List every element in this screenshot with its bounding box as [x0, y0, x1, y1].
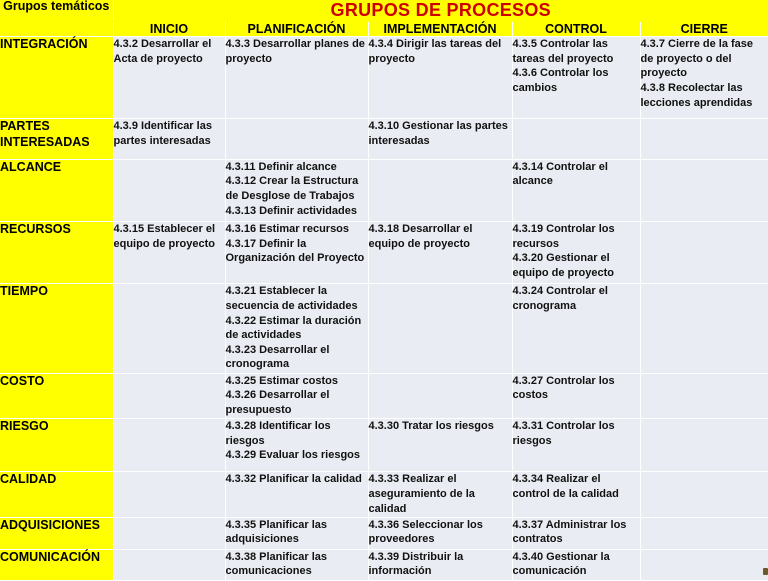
process-item: 4.3.18 Desarrollar el equipo de proyecto [368, 223, 473, 250]
process-cell-control-6 [512, 373, 640, 418]
process-cell-planificacion-1 [225, 37, 368, 119]
process-item: 4.3.24 Controlar el cronograma [512, 285, 608, 312]
process-item: 4.3.13 Definir actividades [225, 204, 357, 217]
process-item: 4.3.3 Desarrollar planes de proyecto [225, 38, 365, 65]
process-item: 4.3.19 Controlar los recursos [512, 223, 615, 250]
process-cell-cierre-5 [640, 284, 768, 373]
theme-label-7: RIESGO [0, 419, 113, 472]
process-cell-planificacion-5 [225, 284, 368, 373]
column-header-implementacion: IMPLEMENTACIÓN [368, 22, 512, 37]
process-cell-inicio-6 [113, 373, 225, 418]
process-cell-planificacion-2 [225, 119, 368, 159]
process-item: 4.3.6 Controlar los cambios [512, 67, 609, 94]
matrix-header [0, 0, 768, 37]
process-cell-implementacion-7 [368, 419, 512, 472]
theme-label-1: INTEGRACIÓN [0, 37, 113, 119]
process-item: 4.3.33 Realizar el aseguramiento de la calidad [368, 473, 475, 515]
process-cell-control-5 [512, 284, 640, 373]
process-cell-cierre-4 [640, 222, 768, 284]
process-cell-inicio-8 [113, 472, 225, 517]
process-cell-implementacion-9 [368, 517, 512, 549]
matrix-row [0, 472, 768, 517]
process-item: 4.3.27 Controlar los costos [512, 374, 615, 402]
process-cell-control-4 [512, 222, 640, 284]
theme-label-8: CALIDAD [0, 472, 113, 517]
process-item: 4.3.22 Estimar la duración de actividades [225, 314, 362, 342]
process-item: 4.3.31 Controlar los riesgos [512, 420, 615, 447]
process-cell-control-2 [512, 119, 640, 159]
process-item: 4.3.15 Establecer el equipo de proyecto [113, 223, 216, 250]
theme-label-6: COSTO [0, 373, 113, 418]
process-item: 4.3.34 Realizar el control de la calidad [512, 473, 619, 500]
process-item: 4.3.12 Crear la Estructura de Desglose de Trabajos [225, 175, 359, 202]
process-cell-planificacion-7 [225, 419, 368, 472]
process-cell-inicio-2 [113, 119, 225, 159]
process-cell-planificacion-8 [225, 472, 368, 517]
process-item: 4.3.28 Identificar los riesgos [225, 420, 331, 447]
column-header-row [0, 22, 768, 37]
process-cell-control-7 [512, 419, 640, 472]
process-cell-inicio-4 [113, 222, 225, 284]
process-item: 4.3.36 Seleccionar los proveedores [368, 518, 483, 546]
process-item: 4.3.29 Evaluar los riesgos [225, 449, 361, 462]
process-item: 4.3.2 Desarrollar el Acta de proyecto [113, 38, 212, 65]
process-cell-inicio-3 [113, 159, 225, 221]
process-cell-implementacion-5 [368, 284, 512, 373]
matrix-row [0, 419, 768, 472]
process-item: 4.3.11 Definir alcance [225, 160, 337, 173]
matrix-row [0, 284, 768, 373]
process-groups-title: GRUPOS DE PROCESOS [113, 0, 768, 22]
process-cell-control-8 [512, 472, 640, 517]
theme-groups-corner-label: Grupos temáticos [0, 0, 113, 22]
process-item: 4.3.8 Recolectar las lecciones aprendidas [640, 81, 753, 109]
process-item: 4.3.20 Gestionar el equipo de proyecto [512, 252, 614, 279]
matrix-row [0, 222, 768, 284]
column-header-planificacion: PLANIFICACIÓN [225, 22, 368, 37]
theme-label-5: TIEMPO [0, 284, 113, 373]
process-item: 4.3.9 Identificar las partes interesadas [113, 120, 212, 148]
header-spacer-cell [0, 22, 113, 37]
process-item: 4.3.35 Planificar las adquisiciones [225, 518, 328, 546]
theme-label-9: ADQUISICIONES [0, 517, 113, 549]
process-cell-cierre-1 [640, 37, 768, 119]
process-item: 4.3.14 Controlar el alcance [512, 160, 608, 188]
column-header-control: CONTROL [512, 22, 640, 37]
process-cell-implementacion-8 [368, 472, 512, 517]
matrix-row [0, 159, 768, 221]
process-cell-control-10 [512, 549, 640, 580]
process-cell-inicio-10 [113, 549, 225, 580]
process-cell-cierre-6 [640, 373, 768, 418]
column-header-cierre: CIERRE [640, 22, 768, 37]
edge-artifact-mark [763, 568, 768, 575]
matrix-row [0, 37, 768, 119]
process-item: 4.3.4 Dirigir las tareas del proyecto [368, 38, 502, 65]
process-item: 4.3.17 Definir la Organización del Proyecto [225, 237, 365, 265]
process-item: 4.3.16 Estimar recursos [225, 223, 350, 236]
process-cell-implementacion-1 [368, 37, 512, 119]
process-cell-inicio-7 [113, 419, 225, 472]
process-cell-inicio-9 [113, 517, 225, 549]
process-item: 4.3.32 Planificar la calidad [225, 473, 362, 486]
process-cell-cierre-2 [640, 119, 768, 159]
process-item: 4.3.40 Gestionar la comunicación [512, 550, 610, 578]
process-cell-cierre-10 [640, 549, 768, 580]
process-cell-planificacion-4 [225, 222, 368, 284]
process-cell-cierre-8 [640, 472, 768, 517]
process-cell-implementacion-4 [368, 222, 512, 284]
process-cell-planificacion-6 [225, 373, 368, 418]
matrix-row [0, 549, 768, 580]
process-item: 4.3.37 Administrar los contratos [512, 518, 627, 546]
process-item: 4.3.23 Desarrollar el cronograma [225, 343, 330, 371]
process-cell-inicio-5 [113, 284, 225, 373]
process-cell-planificacion-3 [225, 159, 368, 221]
column-header-inicio: INICIO [113, 22, 225, 37]
process-cell-inicio-1 [113, 37, 225, 119]
process-cell-control-9 [512, 517, 640, 549]
matrix-body [0, 37, 768, 581]
theme-label-2: PARTES INTERESADAS [0, 119, 113, 159]
process-cell-cierre-7 [640, 419, 768, 472]
process-item: 4.3.21 Establecer la secuencia de actividades [225, 285, 358, 312]
process-item: 4.3.38 Planificar las comunicaciones [225, 550, 328, 578]
process-cell-implementacion-6 [368, 373, 512, 418]
process-item: 4.3.30 Tratar los riesgos [368, 420, 494, 433]
title-row [0, 0, 768, 22]
process-cell-implementacion-2 [368, 119, 512, 159]
process-item: 4.3.25 Estimar costos [225, 374, 339, 387]
process-cell-implementacion-3 [368, 159, 512, 221]
matrix-row [0, 373, 768, 418]
matrix-row [0, 517, 768, 549]
matrix-row [0, 119, 768, 159]
process-cell-control-1 [512, 37, 640, 119]
process-cell-planificacion-9 [225, 517, 368, 549]
theme-label-3: ALCANCE [0, 159, 113, 221]
process-item: 4.3.5 Controlar las tareas del proyecto [512, 38, 614, 65]
process-cell-control-3 [512, 159, 640, 221]
process-cell-cierre-3 [640, 159, 768, 221]
theme-label-10: COMUNICACIÓN [0, 549, 113, 580]
process-item: 4.3.7 Cierre de la fase de proyecto o del proyecto [640, 38, 754, 80]
process-item: 4.3.26 Desarrollar el presupuesto [225, 389, 330, 417]
process-cell-planificacion-10 [225, 549, 368, 580]
process-item: 4.3.10 Gestionar las partes interesadas [368, 120, 508, 148]
theme-label-4: RECURSOS [0, 222, 113, 284]
process-cell-implementacion-10 [368, 549, 512, 580]
process-item: 4.3.39 Distribuir la información [368, 550, 464, 578]
process-cell-cierre-9 [640, 517, 768, 549]
